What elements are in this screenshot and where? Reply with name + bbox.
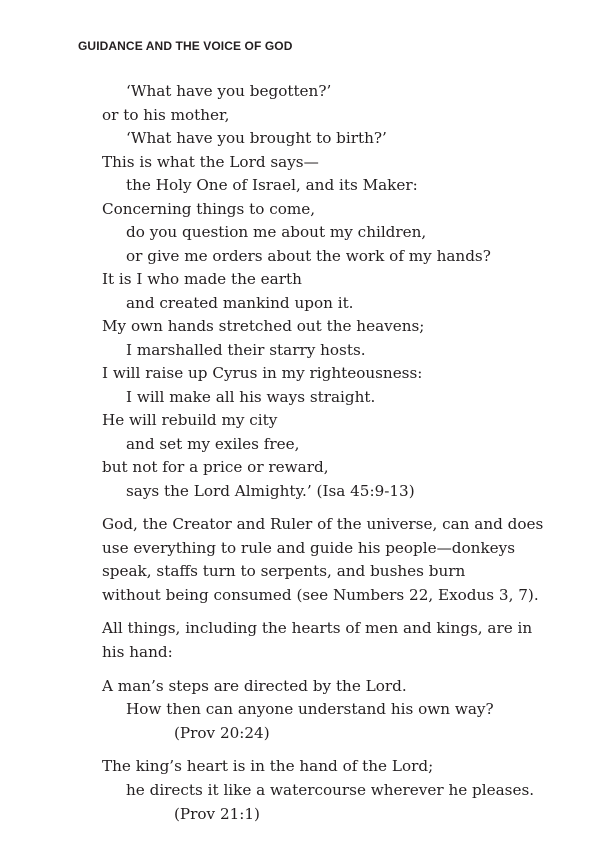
quote-citation: (Prov 21:1) — [174, 804, 260, 823]
scripture-poem — [102, 80, 522, 503]
poem-line: but not for a price or reward, — [102, 458, 329, 476]
paragraph-hearts-of-kings — [102, 617, 533, 664]
poem-line: Concerning things to come, — [102, 199, 316, 218]
poem-line: and set my exiles free, — [126, 434, 300, 453]
poem-line: I will make all his ways straight. — [126, 387, 376, 406]
poem-line: or give me orders about the work of my hands? — [126, 246, 491, 265]
poem-line: do you question me about my children, — [126, 223, 427, 241]
paragraph-line: All things, including the hearts of men and kings, are in — [102, 619, 533, 638]
poem-line: says the Lord Almighty.’ (Isa 45:9-13) — [126, 481, 415, 500]
quote-prov-20-24 — [102, 675, 522, 746]
paragraph-line: speak, staffs turn to serpents, and bushes burn — [102, 562, 466, 581]
quote-line: A man’s steps are directed by the Lord. — [102, 676, 407, 695]
page-body — [102, 80, 544, 826]
running-head: GUIDANCE AND THE VOICE OF GOD — [78, 39, 293, 53]
poem-line: ‘What have you brought to birth?’ — [126, 129, 387, 147]
quote-line: The king’s heart is in the hand of the Lord; — [102, 757, 434, 776]
paragraph-line: use everything to rule and guide his people—donkeys — [102, 538, 516, 557]
quote-line: How then can anyone understand his own way? — [126, 700, 494, 719]
poem-line: I will raise up Cyrus in my righteousness: — [102, 364, 423, 382]
poem-line: or to his mother, — [102, 105, 230, 124]
paragraph-line: God, the Creator and Ruler of the universe, can and does — [102, 515, 544, 533]
poem-line: and created mankind upon it. — [126, 293, 354, 312]
quote-citation: (Prov 20:24) — [174, 723, 270, 742]
quote-line: he directs it like a watercourse wherever he pleases. — [126, 780, 535, 799]
quote-prov-21-1 — [102, 755, 535, 826]
poem-line: I marshalled their starry hosts. — [126, 340, 366, 359]
paragraph-creator-ruler — [102, 513, 544, 607]
poem-line: ‘What have you begotten?’ — [126, 82, 332, 100]
poem-line: It is I who made the earth — [102, 270, 302, 288]
paragraph-line: without being consumed (see Numbers 22, Exodus 3, 7). — [102, 585, 539, 604]
poem-line: He will rebuild my city — [102, 411, 278, 429]
poem-line: the Holy One of Israel, and its Maker: — [126, 176, 418, 194]
paragraph-line: his hand: — [102, 642, 173, 661]
poem-line: This is what the Lord says— — [102, 152, 319, 171]
poem-line: My own hands stretched out the heavens; — [102, 317, 425, 335]
